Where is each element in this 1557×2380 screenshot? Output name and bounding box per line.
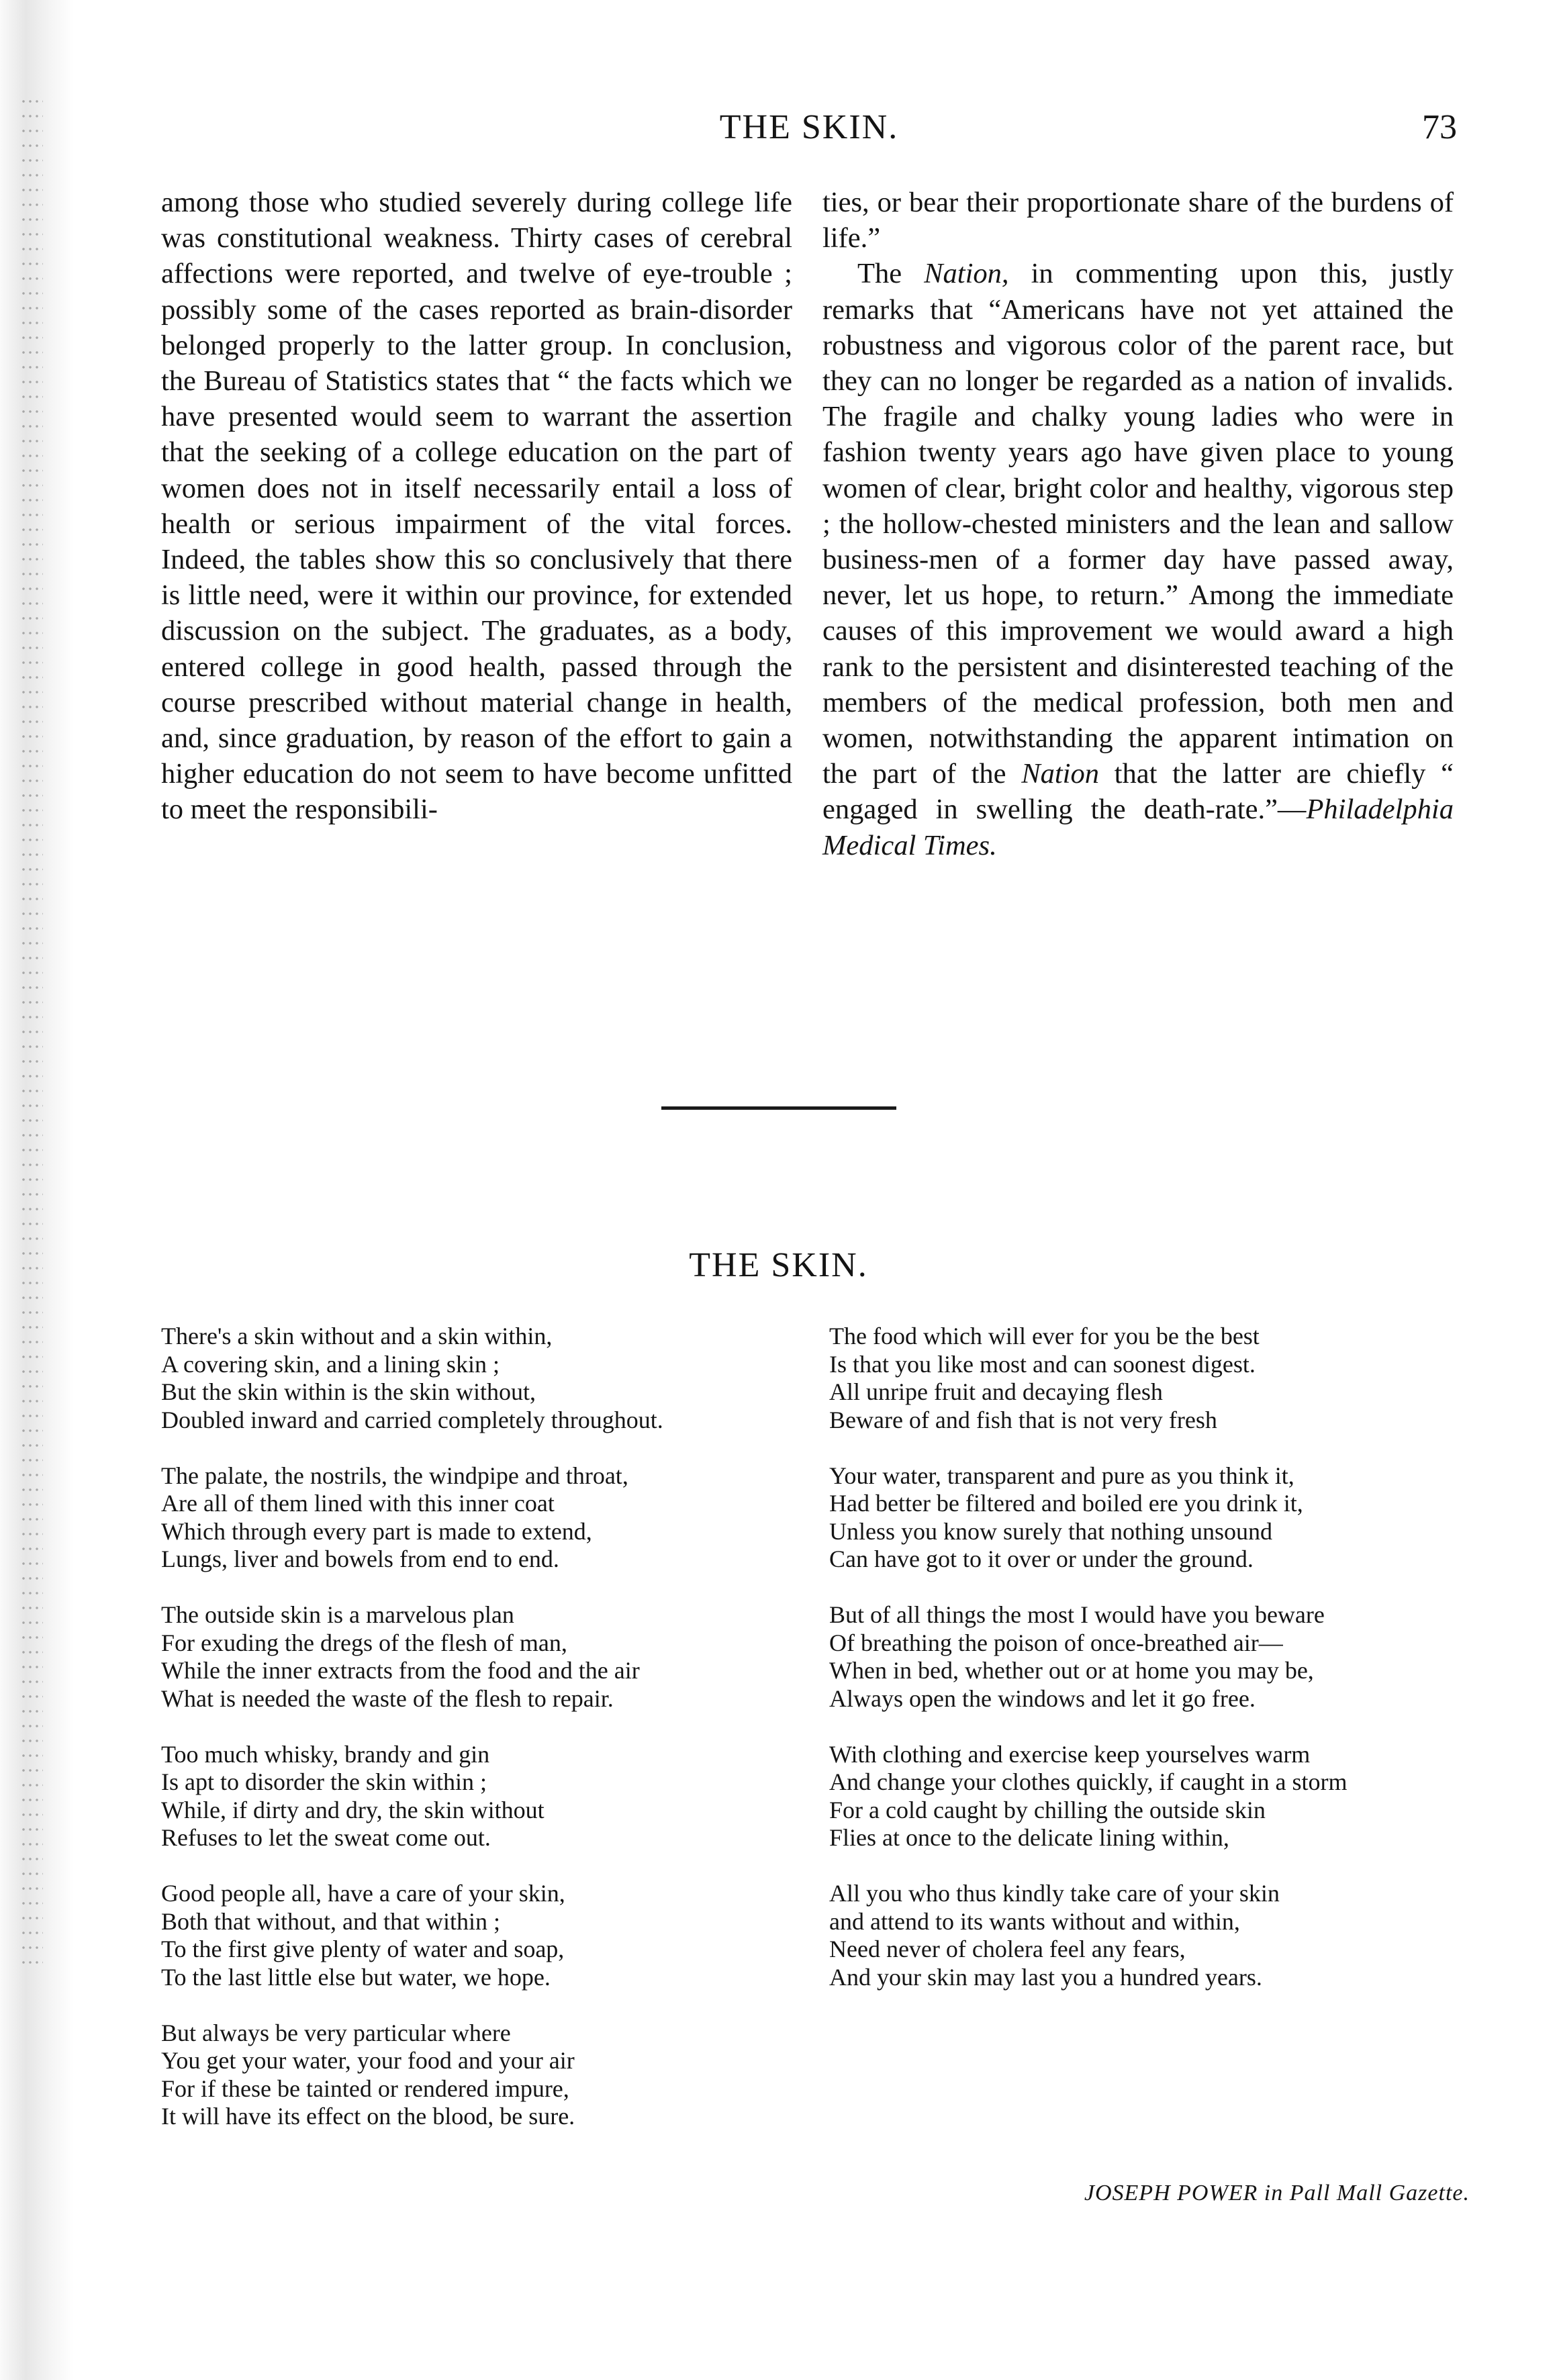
poem-line: With clothing and exercise keep yourselves warm [829,1740,1311,1768]
poem-stanza [829,1741,1450,1852]
poem-stanza [161,1601,782,1713]
poem-line: Had better be filtered and boiled ere you drink it, [829,1490,1303,1517]
poem-line: Flies at once to the delicate lining within, [829,1824,1229,1851]
poem-line: Good people all, have a care of your skin, [161,1880,565,1907]
binding-shadow-speckle [20,94,43,1974]
poem-stanza [829,1601,1450,1713]
poem-stanza [161,1323,782,1434]
poem-line: Your water, transparent and pure as you think it, [829,1462,1294,1489]
poem-line: When in bed, whether out or at home you may be, [829,1657,1314,1684]
poem-line: And change your clothes quickly, if caught in a storm [829,1768,1348,1795]
poem-line: Doubled inward and carried completely throughout. [161,1406,663,1433]
source-citation: Philadelphia Medical Times. [822,794,1454,861]
poem-line: While, if dirty and dry, the skin without [161,1796,545,1823]
poem-line: Are all of them lined with this inner coat [161,1490,555,1517]
page-header [161,107,1457,161]
poem-stanza [161,2019,782,2131]
poem-attribution: JOSEPH POWER in Pall Mall Gazette. [1084,2181,1470,2205]
poem-stanza [829,1880,1450,1991]
poem-line: Is apt to disorder the skin within ; [161,1768,487,1795]
text-run: The [857,258,925,290]
poem-line: And your skin may last you a hundred years. [829,1963,1262,1991]
poem-column-right [829,1323,1450,2019]
poem-line: It will have its effect on the blood, be sure. [161,2103,575,2130]
poem-line: What is needed the waste of the flesh to repair. [161,1684,614,1712]
poem-line: But of all things the most I would have you beware [829,1601,1325,1628]
article-paragraph-continuation: ties, or bear their proportionate share of the burdens of life.” [822,187,1454,254]
poem-line: A covering skin, and a lining skin ; [161,1350,500,1378]
article-column-right [822,185,1454,863]
poem-line: While the inner extracts from the food and the air [161,1657,640,1684]
poem-line: There's a skin without and a skin within, [161,1323,553,1349]
poem-line: Is that you like most and can soonest digest. [829,1350,1256,1378]
poem-line: To the first give plenty of water and soap, [161,1936,565,1962]
poem-line: Which through every part is made to extend, [161,1517,592,1545]
poem-column-left [161,1323,782,2158]
article-paragraph: among those who studied severely during college life was constitutional weakness. Thirty cases of cerebral affections were reported, and twelve of eye-trouble ; possibly some of the cases reported as brain-disorder belonged properly to the latter group. In conclusion, the Bureau of Statistics states that “ the facts which we have presented would seem to warrant the assertion that the seeking of a college education on the part of women does not in itself necessarily entail a loss of health or serious impairment of the vital forces. Indeed, the tables show this so conclusively that there is little need, were it within our province, for extended discussion on the subject. The graduates, as a body, entered college in good health, passed through the course prescribed without material change in health, and, since graduation, by reason of the effort to gain a higher education do not seem to have become unfitted to meet the responsibili- [161,187,792,826]
article-column-left [161,185,792,828]
book-binding-edge [0,0,74,2380]
poem-line: Too much whisky, brandy and gin [161,1740,490,1768]
poem-line: You get your water, your food and your air [161,2047,575,2074]
poem-line: Beware of and fish that is not very fresh [829,1406,1217,1433]
poem-line: The palate, the nostrils, the windpipe and throat, [161,1462,628,1489]
text-run: in commenting upon this, justly remarks that “Americans have not yet attained the robustness and vigorous color of the parent race, but they can no longer be regarded as a nation of invalids. The fragile and chalky young ladies who were in fashion twenty years ago have given place to young women of clear, bright color and healthy, vigorous step ; the hollow-chested ministers and the lean and sallow business-men of a former day have passed away, never, let us hope, to return.” Among the immediate causes of this improvement we would award a high rank to the persistent and disinterested teaching of the members of the medical profession, both men and women, notwithstanding the apparent intimation on the part of the [822,258,1454,790]
poem-line: Can have got to it over or under the ground. [829,1545,1254,1572]
poem-line: For if these be tainted or rendered impure, [161,2075,569,2102]
poem-line: Unless you know surely that nothing unsound [829,1517,1272,1545]
poem-line: Both that without, and that within ; [161,1907,500,1935]
poem-line: For a cold caught by chilling the outside skin [829,1796,1266,1823]
poem-line: Lungs, liver and bowels from end to end. [161,1545,559,1572]
poem-stanza [829,1323,1450,1434]
poem-line: Always open the windows and let it go free. [829,1684,1256,1712]
poem-line: Need never of cholera feel any fears, [829,1936,1186,1962]
poem-stanza [829,1462,1450,1574]
poem-line: The outside skin is a marvelous plan [161,1601,514,1628]
poem-line: and attend to its wants without and within, [829,1907,1240,1935]
publication-title-italic: Nation, [924,258,1009,290]
section-divider-rule [661,1106,896,1110]
poem-line: All you who thus kindly take care of your skin [829,1880,1280,1907]
publication-title-italic: Nation [1021,758,1099,790]
poem-line: All unripe fruit and decaying flesh [829,1378,1163,1405]
poem-line: Of breathing the poison of once-breathed air— [829,1629,1283,1656]
poem-stanza [161,1462,782,1574]
poem-line: The food which will ever for you be the best [829,1323,1260,1349]
poem-line: For exuding the dregs of the flesh of man, [161,1629,567,1656]
article-paragraph-nation [822,256,1454,863]
page-number: 73 [1422,108,1457,146]
running-title: THE SKIN. [719,108,899,146]
poem-title: THE SKIN. [689,1246,868,1284]
poem-line: But the skin within is the skin without, [161,1378,536,1405]
text-run: that the latter are chiefly “ engaged in swelling the death-rate.”— [822,758,1454,826]
poem-line: To the last little else but water, we hope. [161,1963,551,1991]
poem-line: Refuses to let the sweat come out. [161,1824,491,1851]
poem-line: But always be very particular where [161,2019,511,2046]
poem-stanza [161,1880,782,1991]
poem-stanza [161,1741,782,1852]
